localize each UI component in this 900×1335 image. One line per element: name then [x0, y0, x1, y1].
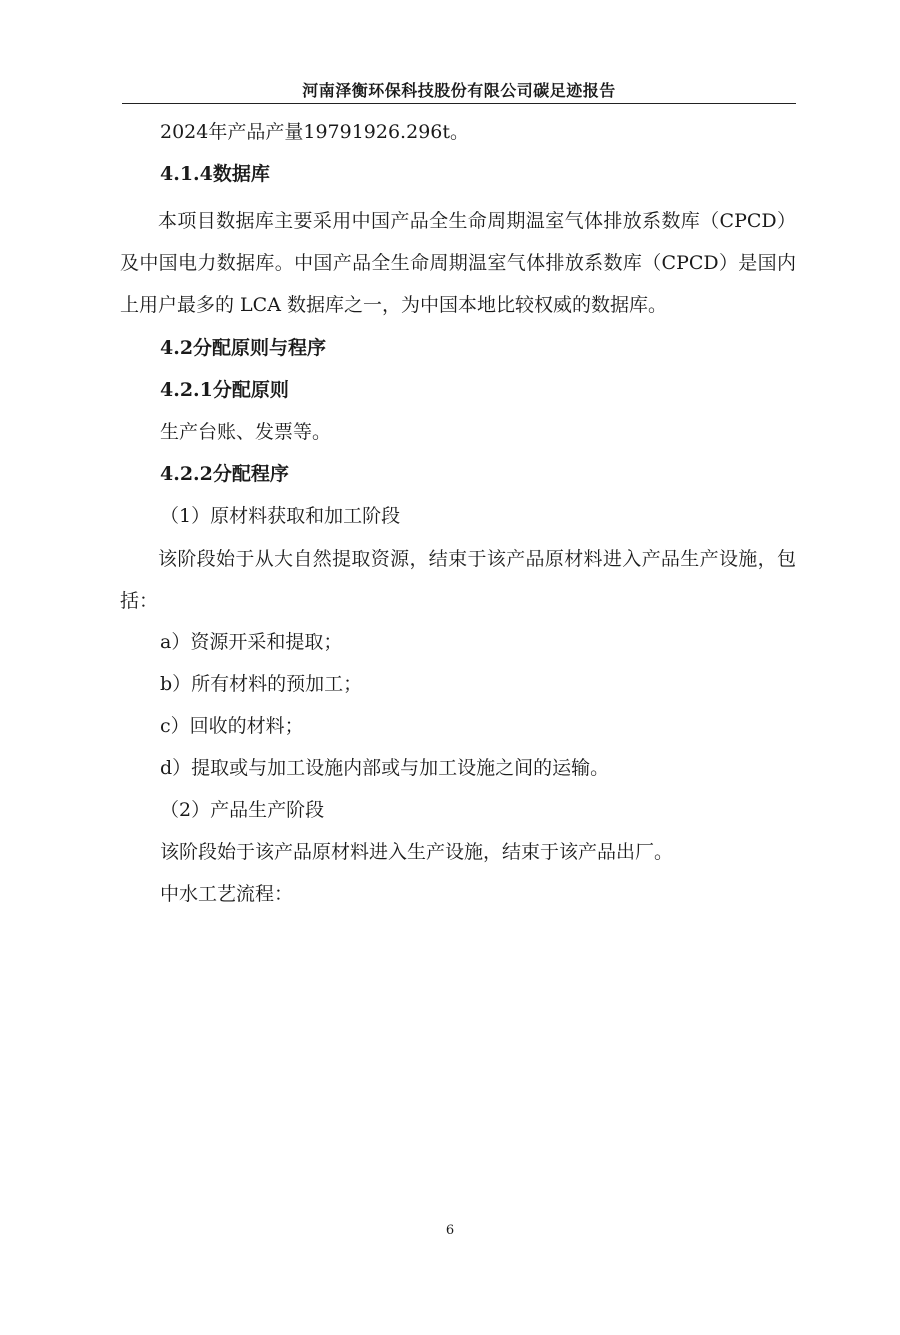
stage2-paragraph: 该阶段始于该产品原材料进入生产设施，结束于该产品出厂。 — [160, 841, 674, 863]
header-rule — [122, 103, 796, 104]
annual-output-line: 2024年产品产量19791926.296t。 — [160, 121, 470, 143]
database-paragraph: 本项目数据库主要采用中国产品全生命周期温室气体排放系数库（CPCD）及中国电力数据库。中国产品全生命周期温室气体排放系数库（CPCD）是国内上用户最多的 LCA 数据库之一，为中国本地比较权威的数据库。 — [120, 210, 796, 316]
section-heading-allocation-procedure: 4.2.2分配程序 — [160, 463, 289, 485]
list-item-a: a）资源开采和提取； — [160, 631, 343, 653]
list-item-d: d）提取或与加工设施内部或与加工设施之间的运输。 — [160, 757, 610, 779]
page-number: 6 — [445, 1223, 455, 1238]
section-heading-database: 4.1.4数据库 — [160, 163, 270, 185]
section-heading-allocation: 4.2分配原则与程序 — [160, 337, 327, 359]
stage1-title: （1）原材料获取和加工阶段 — [160, 505, 401, 527]
section-heading-allocation-principle: 4.2.1分配原则 — [160, 379, 289, 401]
page-header-title: 河南泽衡环保科技股份有限公司碳足迹报告 — [302, 81, 616, 100]
allocation-principle-text: 生产台账、发票等。 — [160, 421, 332, 443]
stage2-title: （2）产品生产阶段 — [160, 799, 325, 821]
list-item-b: b）所有材料的预加工； — [160, 673, 363, 695]
process-flow-label: 中水工艺流程： — [160, 883, 294, 905]
list-item-c: c）回收的材料； — [160, 715, 304, 737]
stage1-paragraph: 该阶段始于从大自然提取资源，结束于该产品原材料进入产品生产设施，包括： — [120, 548, 796, 612]
